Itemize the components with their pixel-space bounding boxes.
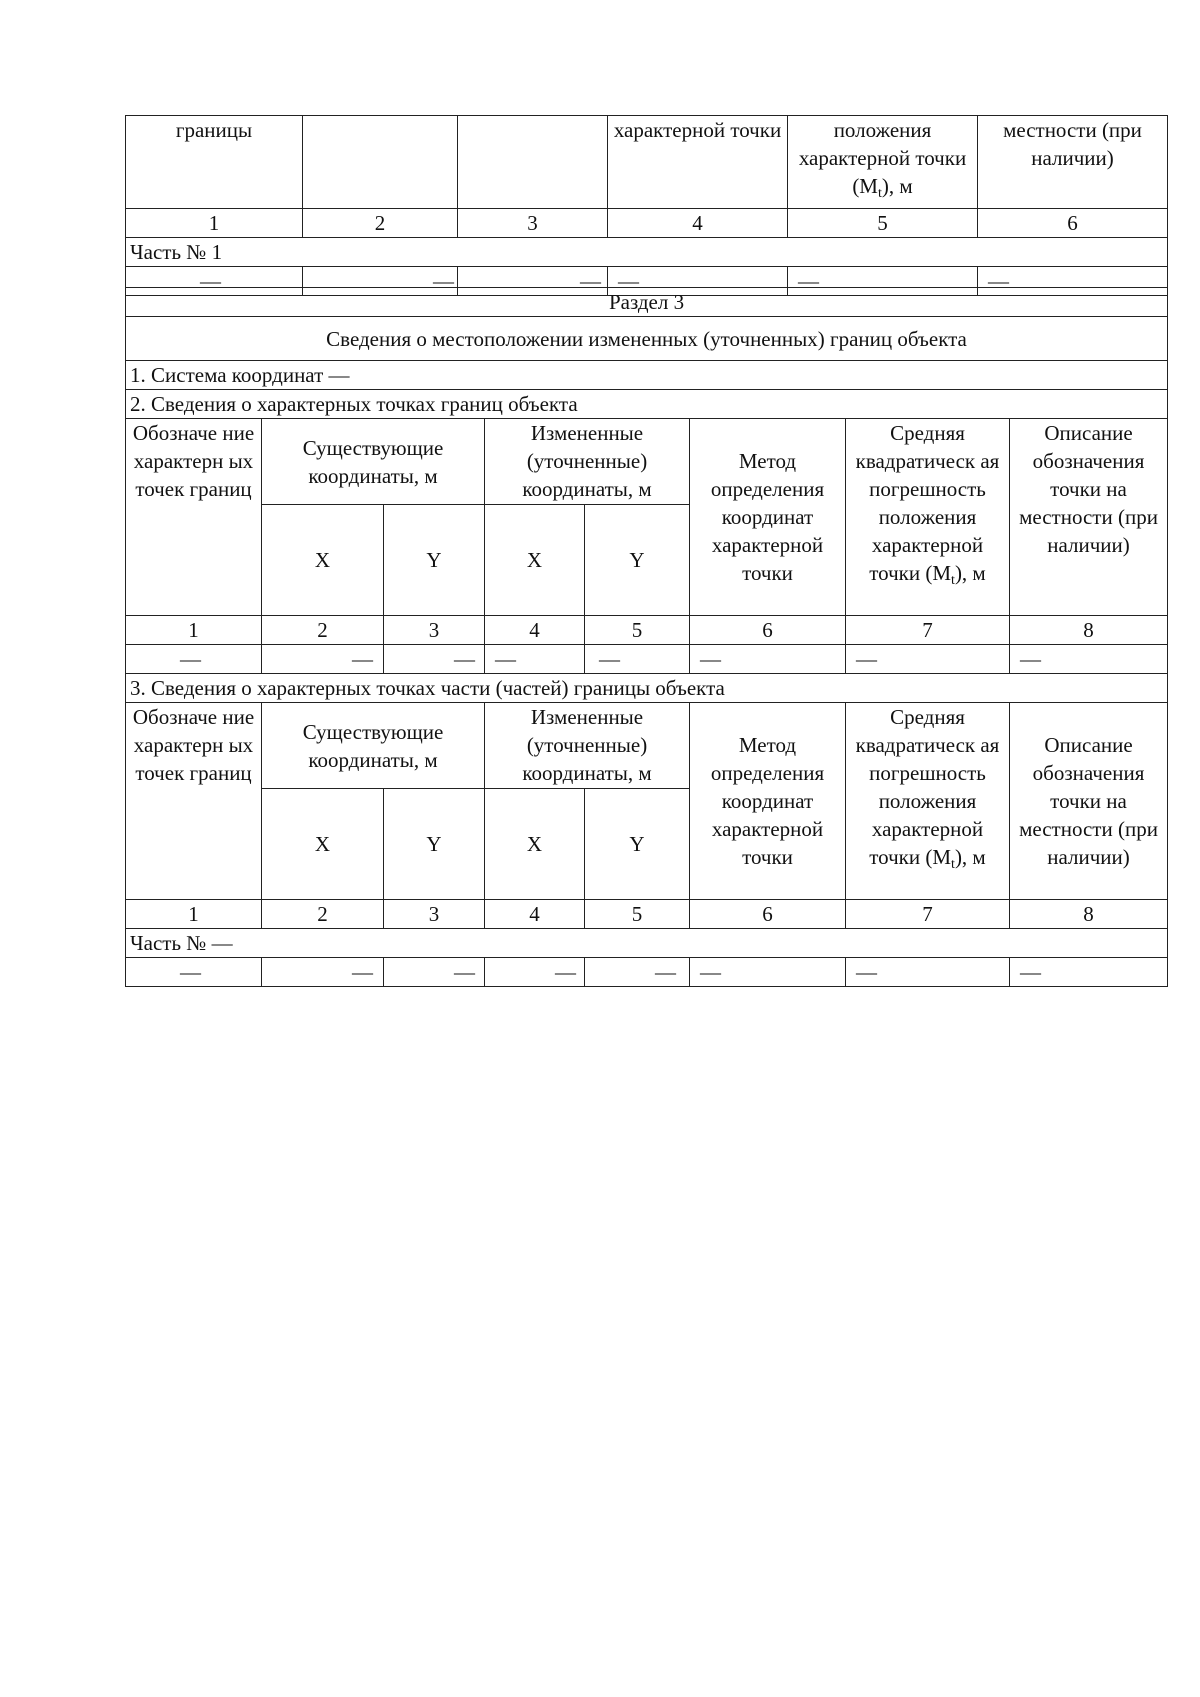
- col-description: Описание обозначения точки на местности (при наличии): [1010, 703, 1168, 900]
- column-number: 4: [485, 900, 585, 929]
- col-description: Описание обозначения точки на местности (при наличии): [1010, 419, 1168, 616]
- header-cell: границы: [126, 116, 303, 209]
- column-number: 6: [690, 900, 846, 929]
- col-x: X: [485, 505, 585, 616]
- col-x: X: [485, 789, 585, 900]
- col-point-designation: Обозначе ние характерн ых точек границ: [126, 703, 262, 900]
- dash-cell: —: [126, 267, 303, 296]
- column-number: 1: [126, 209, 303, 238]
- col-existing-coords: Существующие координаты, м: [262, 703, 485, 789]
- column-number: 1: [126, 900, 262, 929]
- dash-cell: —: [846, 645, 1010, 674]
- column-number: 8: [1010, 900, 1168, 929]
- column-number: 6: [978, 209, 1168, 238]
- column-number: 8: [1010, 616, 1168, 645]
- column-number: 3: [458, 209, 608, 238]
- part-label: Часть № —: [126, 929, 1168, 958]
- item2-title: 2. Сведения о характерных точках границ объекта: [126, 390, 1168, 419]
- header-cell: [458, 116, 608, 209]
- column-number: 4: [485, 616, 585, 645]
- dash-cell: —: [303, 267, 458, 296]
- dash-cell: —: [690, 958, 846, 987]
- col-changed-coords: Измененные (уточненные) координаты, м: [485, 703, 690, 789]
- column-number: 1: [126, 616, 262, 645]
- dash-cell: —: [458, 267, 608, 296]
- col-method: Метод определения координат характерной точки: [690, 419, 846, 616]
- dash-cell: —: [262, 645, 384, 674]
- dash-cell: —: [788, 267, 978, 296]
- column-number: 2: [262, 900, 384, 929]
- dash-cell: —: [978, 267, 1168, 296]
- col-method: Метод определения координат характерной точки: [690, 703, 846, 900]
- col-existing-coords: Существующие координаты, м: [262, 419, 485, 505]
- item3-title: 3. Сведения о характерных точках части (частей) границы объекта: [126, 674, 1168, 703]
- column-number: 5: [585, 900, 690, 929]
- col-y: Y: [585, 789, 690, 900]
- dash-cell: —: [608, 267, 788, 296]
- part-label: Часть № 1: [126, 238, 1168, 267]
- header-cell: характерной точки: [608, 116, 788, 209]
- column-number: 6: [690, 616, 846, 645]
- dash-cell: —: [384, 958, 485, 987]
- dash-cell: —: [485, 958, 585, 987]
- header-cell: местности (при наличии): [978, 116, 1168, 209]
- dash-cell: —: [262, 958, 384, 987]
- points-table-part1: [125, 115, 1168, 296]
- column-number: 5: [585, 616, 690, 645]
- dash-cell: —: [585, 645, 690, 674]
- column-number: 7: [846, 616, 1010, 645]
- column-number: 3: [384, 900, 485, 929]
- col-point-designation: Обозначе ние характерн ых точек границ: [126, 419, 262, 616]
- coord-system: 1. Система координат —: [126, 361, 1168, 390]
- dash-cell: —: [126, 645, 262, 674]
- col-x: X: [262, 505, 384, 616]
- column-number: 4: [608, 209, 788, 238]
- dash-cell: —: [126, 958, 262, 987]
- section-subtitle: Сведения о местоположении измененных (уточненных) границ объекта: [126, 317, 1168, 361]
- dash-cell: —: [1010, 958, 1168, 987]
- column-number: 2: [303, 209, 458, 238]
- dash-cell: —: [384, 645, 485, 674]
- col-y: Y: [585, 505, 690, 616]
- col-y: Y: [384, 505, 485, 616]
- header-cell-mt: положения характерной точки $(M_t)$, м: [788, 116, 978, 209]
- column-number: 3: [384, 616, 485, 645]
- dash-cell: —: [485, 645, 585, 674]
- header-cell: [303, 116, 458, 209]
- col-y: Y: [384, 789, 485, 900]
- dash-cell: —: [846, 958, 1010, 987]
- column-number: 5: [788, 209, 978, 238]
- column-number: 7: [846, 900, 1010, 929]
- col-mean-error: Средняя квадратическ ая погрешность положения характерной точки $(M_t)$, м: [846, 419, 1010, 616]
- dash-cell: —: [690, 645, 846, 674]
- section-title: Раздел 3: [126, 288, 1168, 317]
- col-changed-coords: Измененные (уточненные) координаты, м: [485, 419, 690, 505]
- dash-cell: —: [585, 958, 690, 987]
- col-x: X: [262, 789, 384, 900]
- col-mean-error: Средняя квадратическ ая погрешность положения характерной точки $(M_t)$, м: [846, 703, 1010, 900]
- dash-cell: —: [1010, 645, 1168, 674]
- column-number: 2: [262, 616, 384, 645]
- section3-table: [125, 287, 1168, 987]
